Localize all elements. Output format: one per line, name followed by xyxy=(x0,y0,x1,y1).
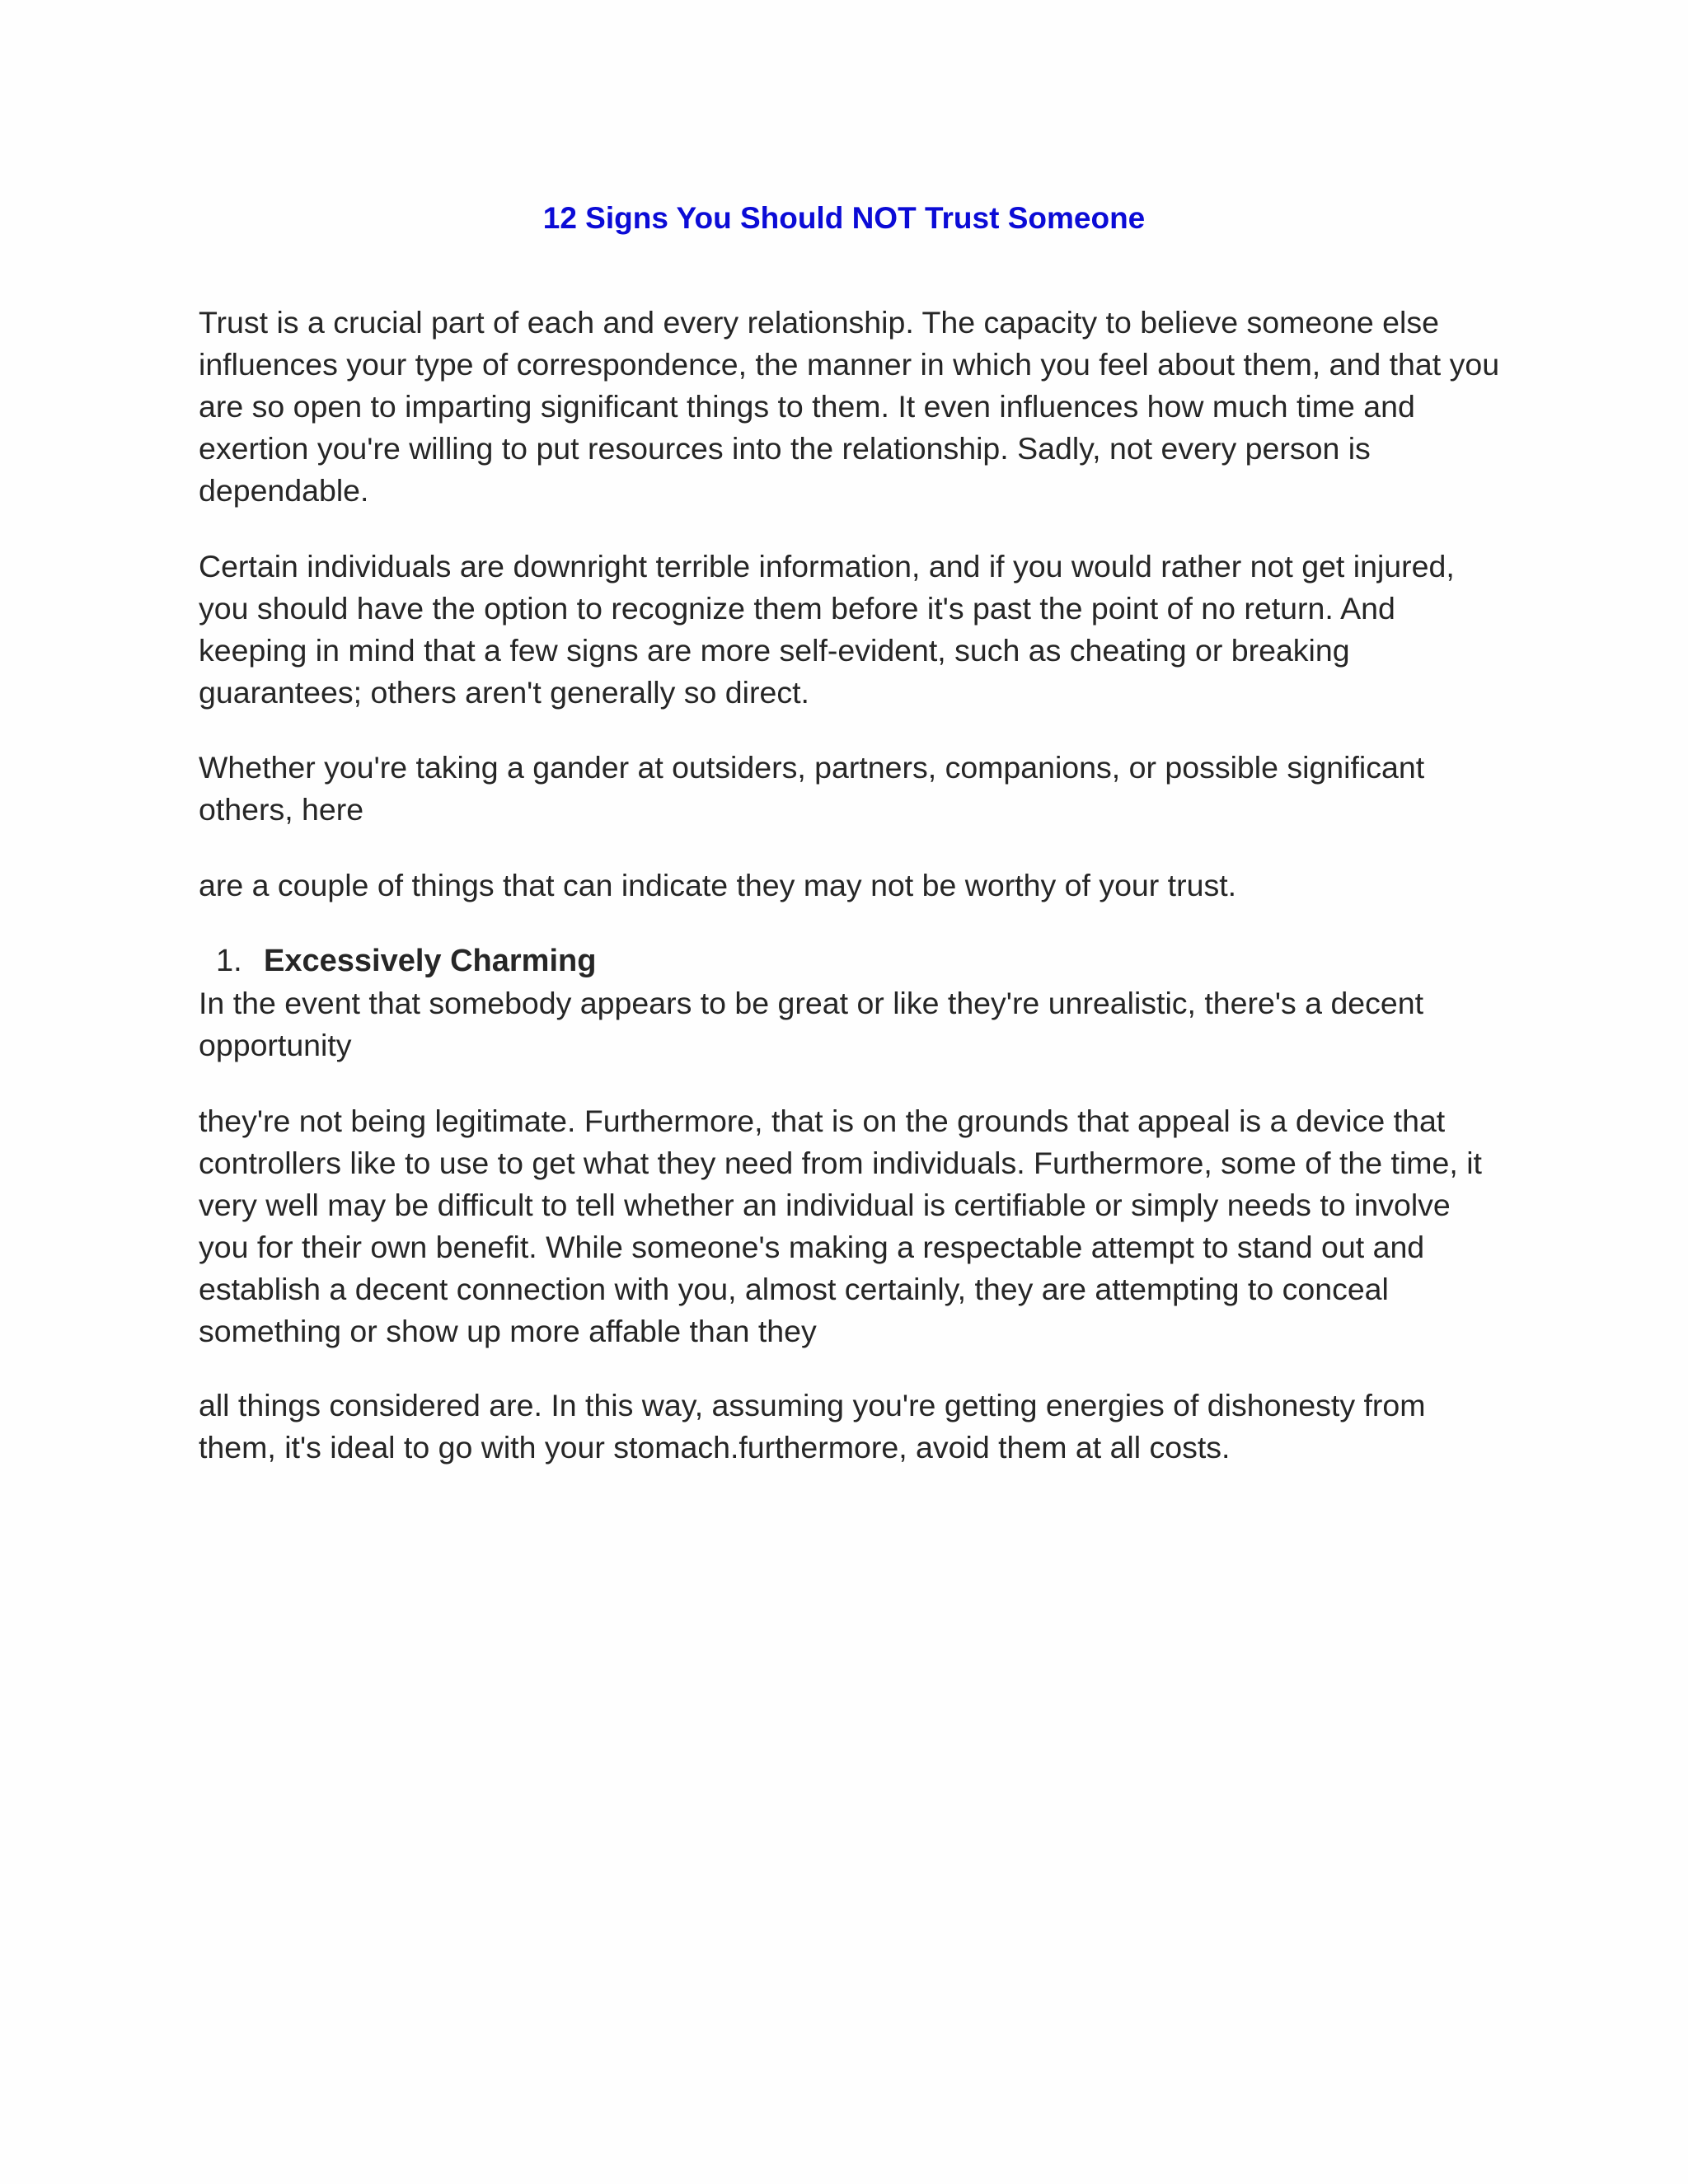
intro-paragraph: Trust is a crucial part of each and every relationship. The capacity to believe someone else influences your type of correspondence, the manner in which you feel about them, and that you are so open to imparting significant things to them. It even influences how much time and exertion you're willing to put resources into the relationship. Sadly, not every person is dependable. xyxy=(199,305,1500,508)
paragraph-3: Whether you're taking a gander at outsiders, partners, companions, or possible significant others, here xyxy=(199,750,1425,827)
list-number: 1. xyxy=(216,944,242,978)
list-paragraph-1: In the event that somebody appears to be great or like they're unrealistic, there's a decent opportunity xyxy=(199,986,1424,1062)
paragraph-2: Certain individuals are downright terrible information, and if you would rather not get injured, you should have the option to recognize them before it's past the point of no return. And keeping in mind that a few signs are more self-evident, such as cheating or breaking guarantees; others aren't generally so direct. xyxy=(199,549,1455,710)
document-title: 12 Signs You Should NOT Trust Someone xyxy=(542,201,1146,235)
list-heading: Excessively Charming xyxy=(264,944,597,978)
paragraph-4: are a couple of things that can indicate they may not be worthy of your trust. xyxy=(199,868,1237,902)
list-paragraph-3: all things considered are. In this way, assuming you're getting energies of dishonesty from them, it's ideal to go with your stomach.furthermore, avoid them at all costs. xyxy=(199,1388,1426,1465)
list-item-1 xyxy=(216,940,596,982)
list-paragraph-2: they're not being legitimate. Furthermore, that is on the grounds that appeal is a device that controllers like to use to get what they need from individuals. Furthermore, some of the time, it very well may be difficult to tell whether an individual is certifiable or simply needs to involve you for their own benefit. While someone's making a respectable attempt to stand out and establish a decent connection with you, almost certainly, they are attempting to conceal something or show up more affable than they xyxy=(199,1104,1482,1348)
